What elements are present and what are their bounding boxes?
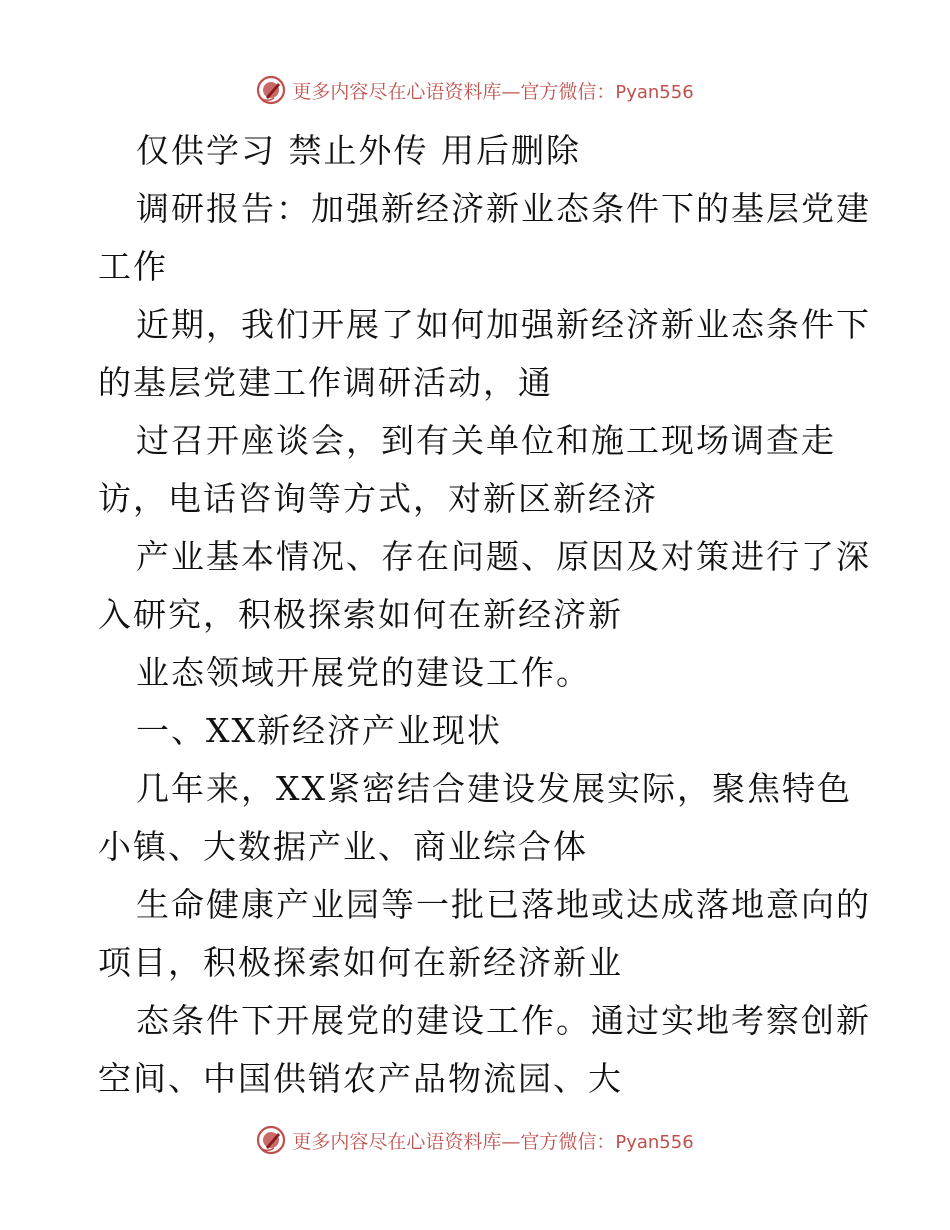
- paragraph-line: 访，电话咨询等方式，对新区新经济: [98, 479, 658, 518]
- paragraph-line: 生命健康产业园等一批已落地或达成落地意向的: [136, 885, 871, 924]
- watermark-text: [292, 1127, 693, 1154]
- watermark-sep: —: [501, 80, 521, 103]
- watermark-cn: 更多内容尽在心语资料库: [292, 80, 502, 103]
- paragraph-line: 过召开座谈会，到有关单位和施工现场调查走: [136, 421, 836, 460]
- paragraph-line: 近期，我们开展了如何加强新经济新业态条件下: [136, 305, 871, 344]
- paragraph-line: 入研究，积极探索如何在新经济新: [98, 595, 623, 634]
- pen-logo-icon: [256, 1125, 286, 1155]
- watermark-wx: 官方微信：: [520, 1130, 616, 1153]
- paragraph-line: 态条件下开展党的建设工作。通过实地考察创新: [136, 1001, 871, 1040]
- watermark-id: Pyan556: [615, 81, 694, 103]
- watermark-text: [292, 77, 693, 104]
- header-watermark: [0, 70, 950, 110]
- paragraph-line: 空间、中国供销农产品物流园、大: [98, 1059, 623, 1098]
- watermark-cn: 更多内容尽在心语资料库: [292, 1130, 502, 1153]
- watermark-wx: 官方微信：: [520, 80, 616, 103]
- section-heading: 一、XX新经济产业现状: [136, 711, 502, 750]
- paragraph-line: 业态领域开展党的建设工作。: [136, 653, 591, 692]
- report-title-line-2: 工作: [98, 247, 168, 286]
- disclaimer-line: 仅供学习 禁止外传 用后删除: [136, 131, 581, 170]
- paragraph-line: 项目，积极探索如何在新经济新业: [98, 943, 623, 982]
- watermark-id: Pyan556: [615, 1131, 694, 1153]
- footer-watermark: [0, 1120, 950, 1160]
- watermark-sep: —: [501, 1130, 521, 1153]
- paragraph-line: 的基层党建工作调研活动，通: [98, 363, 553, 402]
- paragraph-line: 产业基本情况、存在问题、原因及对策进行了深: [136, 537, 871, 576]
- pen-logo-icon: [256, 75, 286, 105]
- report-title-line-1: 调研报告：加强新经济新业态条件下的基层党建: [136, 189, 871, 228]
- document-body: [98, 122, 871, 1108]
- paragraph-line: 几年来，XX紧密结合建设发展实际，聚焦特色: [136, 769, 852, 808]
- paragraph-line: 小镇、大数据产业、商业综合体: [98, 827, 588, 866]
